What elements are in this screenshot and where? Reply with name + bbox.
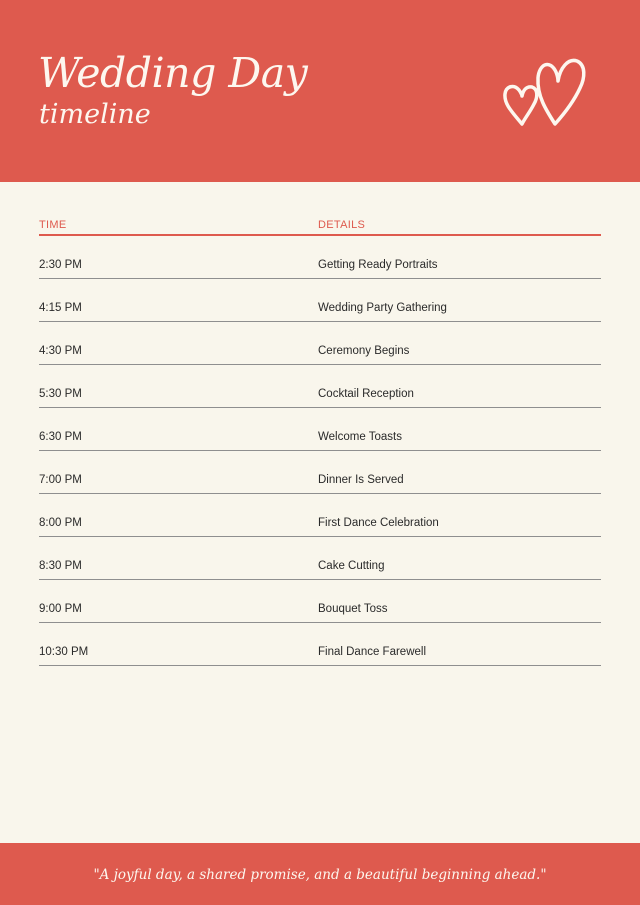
- page-title: Wedding Day: [38, 49, 308, 97]
- row-time: 7:00 PM: [39, 474, 82, 486]
- row-time: 8:30 PM: [39, 560, 82, 572]
- table-row: [39, 322, 601, 365]
- table-row: [39, 494, 601, 537]
- row-time: 9:00 PM: [39, 603, 82, 615]
- header-banner: [0, 0, 640, 182]
- column-header-time: TIME: [39, 219, 67, 231]
- row-time: 4:15 PM: [39, 302, 82, 314]
- table-row: [39, 279, 601, 322]
- column-header-details: DETAILS: [318, 219, 366, 231]
- row-details: Cocktail Reception: [318, 388, 414, 400]
- row-details: Wedding Party Gathering: [318, 302, 447, 314]
- table-row: [39, 451, 601, 494]
- table-row: [39, 537, 601, 580]
- row-details: Final Dance Farewell: [318, 646, 427, 658]
- row-time: 4:30 PM: [39, 345, 82, 357]
- row-time: 6:30 PM: [39, 431, 82, 443]
- page-subtitle: timeline: [39, 99, 151, 130]
- table-row: [39, 365, 601, 408]
- table-row: [39, 236, 601, 279]
- row-details: First Dance Celebration: [318, 517, 439, 529]
- row-details: Welcome Toasts: [318, 431, 402, 443]
- row-time: 8:00 PM: [39, 517, 82, 529]
- row-details: Dinner Is Served: [318, 474, 404, 486]
- table-row: [39, 408, 601, 451]
- timeline-table: [39, 216, 601, 666]
- row-details: Getting Ready Portraits: [318, 259, 438, 271]
- row-details: Bouquet Toss: [318, 603, 388, 615]
- row-details: Ceremony Begins: [318, 345, 410, 357]
- row-time: 10:30 PM: [39, 646, 89, 658]
- footer-quote: "A joyful day, a shared promise, and a beautiful beginning ahead.": [93, 867, 547, 883]
- row-time: 2:30 PM: [39, 259, 82, 271]
- table-row: [39, 623, 601, 666]
- table-row: [39, 580, 601, 623]
- table-header: [39, 216, 601, 236]
- footer-banner: [0, 843, 640, 905]
- row-details: Cake Cutting: [318, 560, 385, 572]
- row-time: 5:30 PM: [39, 388, 82, 400]
- hearts-icon: [500, 54, 592, 132]
